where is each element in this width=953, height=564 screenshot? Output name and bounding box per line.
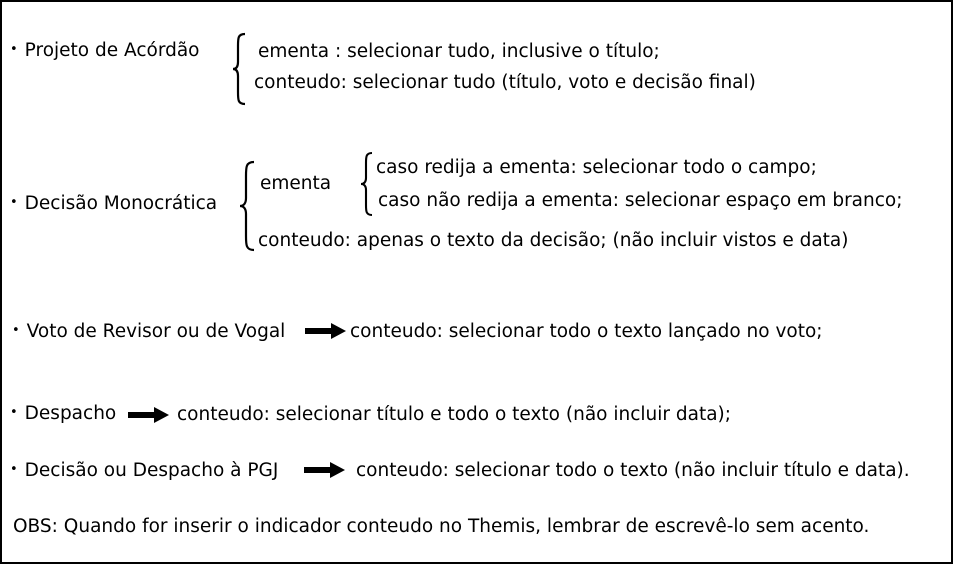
item-projeto-acordao bbox=[10, 42, 200, 61]
voto-conteudo-text: conteudo: selecionar todo o texto lançado no voto; bbox=[350, 321, 823, 342]
item-voto-revisor bbox=[12, 323, 285, 342]
brace-icon bbox=[239, 160, 257, 252]
brace-icon bbox=[360, 151, 374, 217]
decisao-conteudo-text: conteudo: apenas o texto da decisão; (não incluir vistos e data) bbox=[258, 230, 849, 251]
item-despacho bbox=[10, 405, 116, 424]
bullet: • bbox=[10, 42, 18, 57]
despacho-conteudo-text: conteudo: selecionar título e todo o texto (não incluir data); bbox=[177, 404, 731, 425]
obs-note: OBS: Quando for inserir o indicador conteudo no Themis, lembrar de escrevê-lo sem acento. bbox=[13, 516, 870, 537]
bullet: • bbox=[10, 195, 18, 210]
item-decisao-monocratica bbox=[10, 195, 217, 214]
arrow-right-icon bbox=[305, 322, 347, 340]
brace-icon bbox=[232, 32, 248, 106]
arrow-right-icon bbox=[128, 406, 170, 424]
decisao-pgj-conteudo-text: conteudo: selecionar todo o texto (não incluir título e data). bbox=[356, 460, 910, 481]
arrow-right-icon bbox=[304, 461, 346, 479]
bullet: • bbox=[12, 323, 20, 338]
projeto-conteudo-text: conteudo: selecionar tudo (título, voto e decisão final) bbox=[254, 72, 756, 93]
bullet: • bbox=[10, 405, 18, 420]
item-label: Projeto de Acórdão bbox=[24, 40, 200, 61]
decisao-ementa-text: ementa bbox=[260, 173, 332, 194]
decisao-ementa-caso1-text: caso redija a ementa: selecionar todo o campo; bbox=[376, 157, 817, 178]
decisao-ementa-caso2-text: caso não redija a ementa: selecionar espaço em branco; bbox=[378, 190, 903, 211]
item-label: Voto de Revisor ou de Vogal bbox=[26, 321, 286, 342]
bullet: • bbox=[10, 462, 18, 477]
item-label: Despacho bbox=[24, 403, 117, 424]
item-decisao-pgj bbox=[10, 462, 278, 481]
projeto-ementa-text: ementa : selecionar tudo, inclusive o título; bbox=[258, 41, 660, 62]
item-label: Decisão ou Despacho à PGJ bbox=[24, 460, 279, 481]
item-label: Decisão Monocrática bbox=[24, 193, 218, 214]
